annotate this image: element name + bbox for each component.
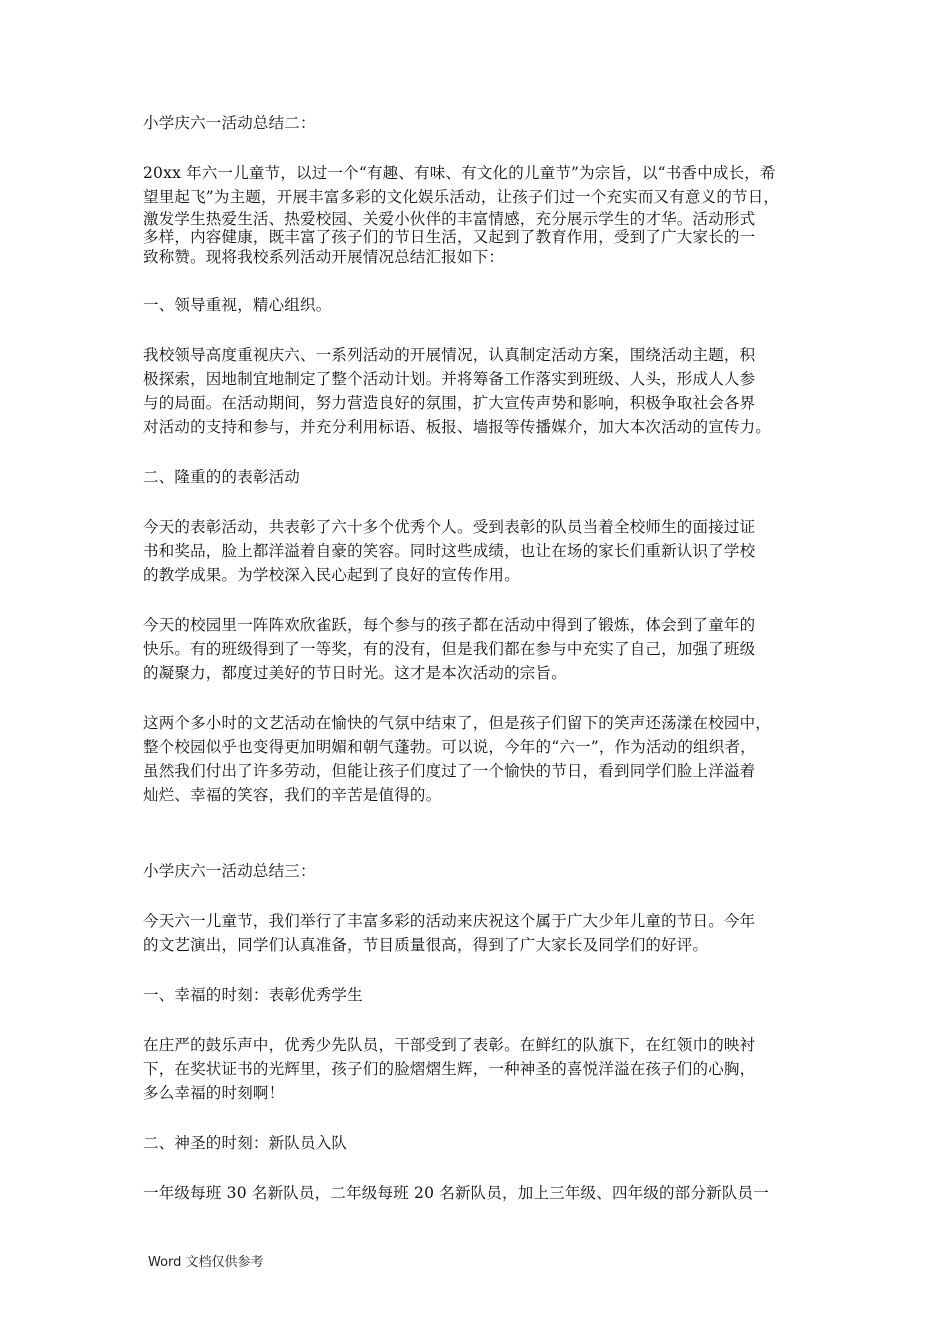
subheading: 二、神圣的时刻：新队员入队 <box>143 1134 348 1152</box>
footer-note: Word 文档仅供参考 <box>148 1255 264 1270</box>
paragraph-line: 在庄严的鼓乐声中，优秀少先队员，干部受到了表彰。在鲜红的队旗下，在红领巾的映衬 <box>143 1036 756 1054</box>
paragraph-line: 今天六一儿童节，我们举行了丰富多彩的活动来庆祝这个属于广大少年儿童的节日。今年 <box>143 912 756 930</box>
paragraph-line: 今天的校园里一阵阵欢欣雀跃，每个参与的孩子都在活动中得到了锻炼，体会到了童年的 <box>143 616 756 634</box>
paragraph-line: 与的局面。在活动期间，努力营造良好的氛围，扩大宣传声势和影响，积极争取社会各界 <box>143 394 756 412</box>
paragraph-line: 快乐。有的班级得到了一等奖，有的没有，但是我们都在参与中充实了自己，加强了班级 <box>143 640 756 658</box>
paragraph-line: 的文艺演出，同学们认真准备，节目质量很高，得到了广大家长及同学们的好评。 <box>143 936 709 954</box>
paragraph-line: 极探索，因地制宜地制定了整个活动计划。并将筹备工作落实到班级、人头，形成人人参 <box>143 370 756 388</box>
paragraph-line: 书和奖品，脸上都洋溢着自豪的笑容。同时这些成绩，也让在场的家长们重新认识了学校 <box>143 542 756 560</box>
paragraph-line: 的凝聚力，都度过美好的节日时光。这才是本次活动的宗旨。 <box>143 664 567 682</box>
section-heading: 小学庆六一活动总结二： <box>143 114 316 132</box>
paragraph-line: 致称赞。现将我校系列活动开展情况总结汇报如下： <box>143 248 505 266</box>
paragraph-line: 一年级每班 30 名新队员，二年级每班 20 名新队员，加上三年级、四年级的部分新队员一 <box>143 1184 769 1202</box>
section-heading: 小学庆六一活动总结三： <box>143 862 316 880</box>
paragraph-line: 这两个多小时的文艺活动在愉快的气氛中结束了，但是孩子们留下的笑声还荡漾在校园中， <box>143 714 772 732</box>
paragraph-line: 我校领导高度重视庆六、一系列活动的开展情况，认真制定活动方案，围绕活动主题，积 <box>143 346 756 364</box>
paragraph-line: 的教学成果。为学校深入民心起到了良好的宣传作用。 <box>143 566 520 584</box>
paragraph-line: 下，在奖状证书的光辉里，孩子们的脸熠熠生辉，一种神圣的喜悦洋溢在孩子们的心胸， <box>143 1060 756 1078</box>
paragraph-line: 20xx 年六一儿童节，以过一个“有趣、有味、有文化的儿童节”为宗旨，以“书香中成长，希 <box>143 164 776 182</box>
paragraph-line: 对活动的支持和参与，并充分利用标语、板报、墙报等传播媒介，加大本次活动的宣传力。 <box>143 418 772 436</box>
paragraph-line: 虽然我们付出了许多劳动，但能让孩子们度过了一个愉快的节日，看到同学们脸上洋溢着 <box>143 762 756 780</box>
paragraph-line: 今天的表彰活动，共表彰了六十多个优秀个人。受到表彰的队员当着全校师生的面接过证 <box>143 518 756 536</box>
subheading: 二、隆重的的表彰活动 <box>143 468 301 486</box>
paragraph-line: 多样，内容健康，既丰富了孩子们的节日生活，又起到了教育作用，受到了广大家长的一 <box>143 228 756 246</box>
paragraph-line: 灿烂、幸福的笑容，我们的辛苦是值得的。 <box>143 786 442 804</box>
paragraph-line: 多么幸福的时刻啊！ <box>143 1084 285 1102</box>
paragraph-line: 激发学生热爱生活、热爱校园、关爱小伙伴的丰富情感，充分展示学生的才华。活动形式 <box>143 210 756 228</box>
paragraph-line: 整个校园似乎也变得更加明媚和朝气蓬勃。可以说，今年的“六一”，作为活动的组织者， <box>143 738 756 756</box>
subheading: 一、幸福的时刻：表彰优秀学生 <box>143 986 363 1004</box>
subheading: 一、领导重视，精心组织。 <box>143 296 332 314</box>
paragraph-line: 望里起飞”为主题，开展丰富多彩的文化娱乐活动，让孩子们过一个充实而又有意义的节日， <box>143 188 780 206</box>
